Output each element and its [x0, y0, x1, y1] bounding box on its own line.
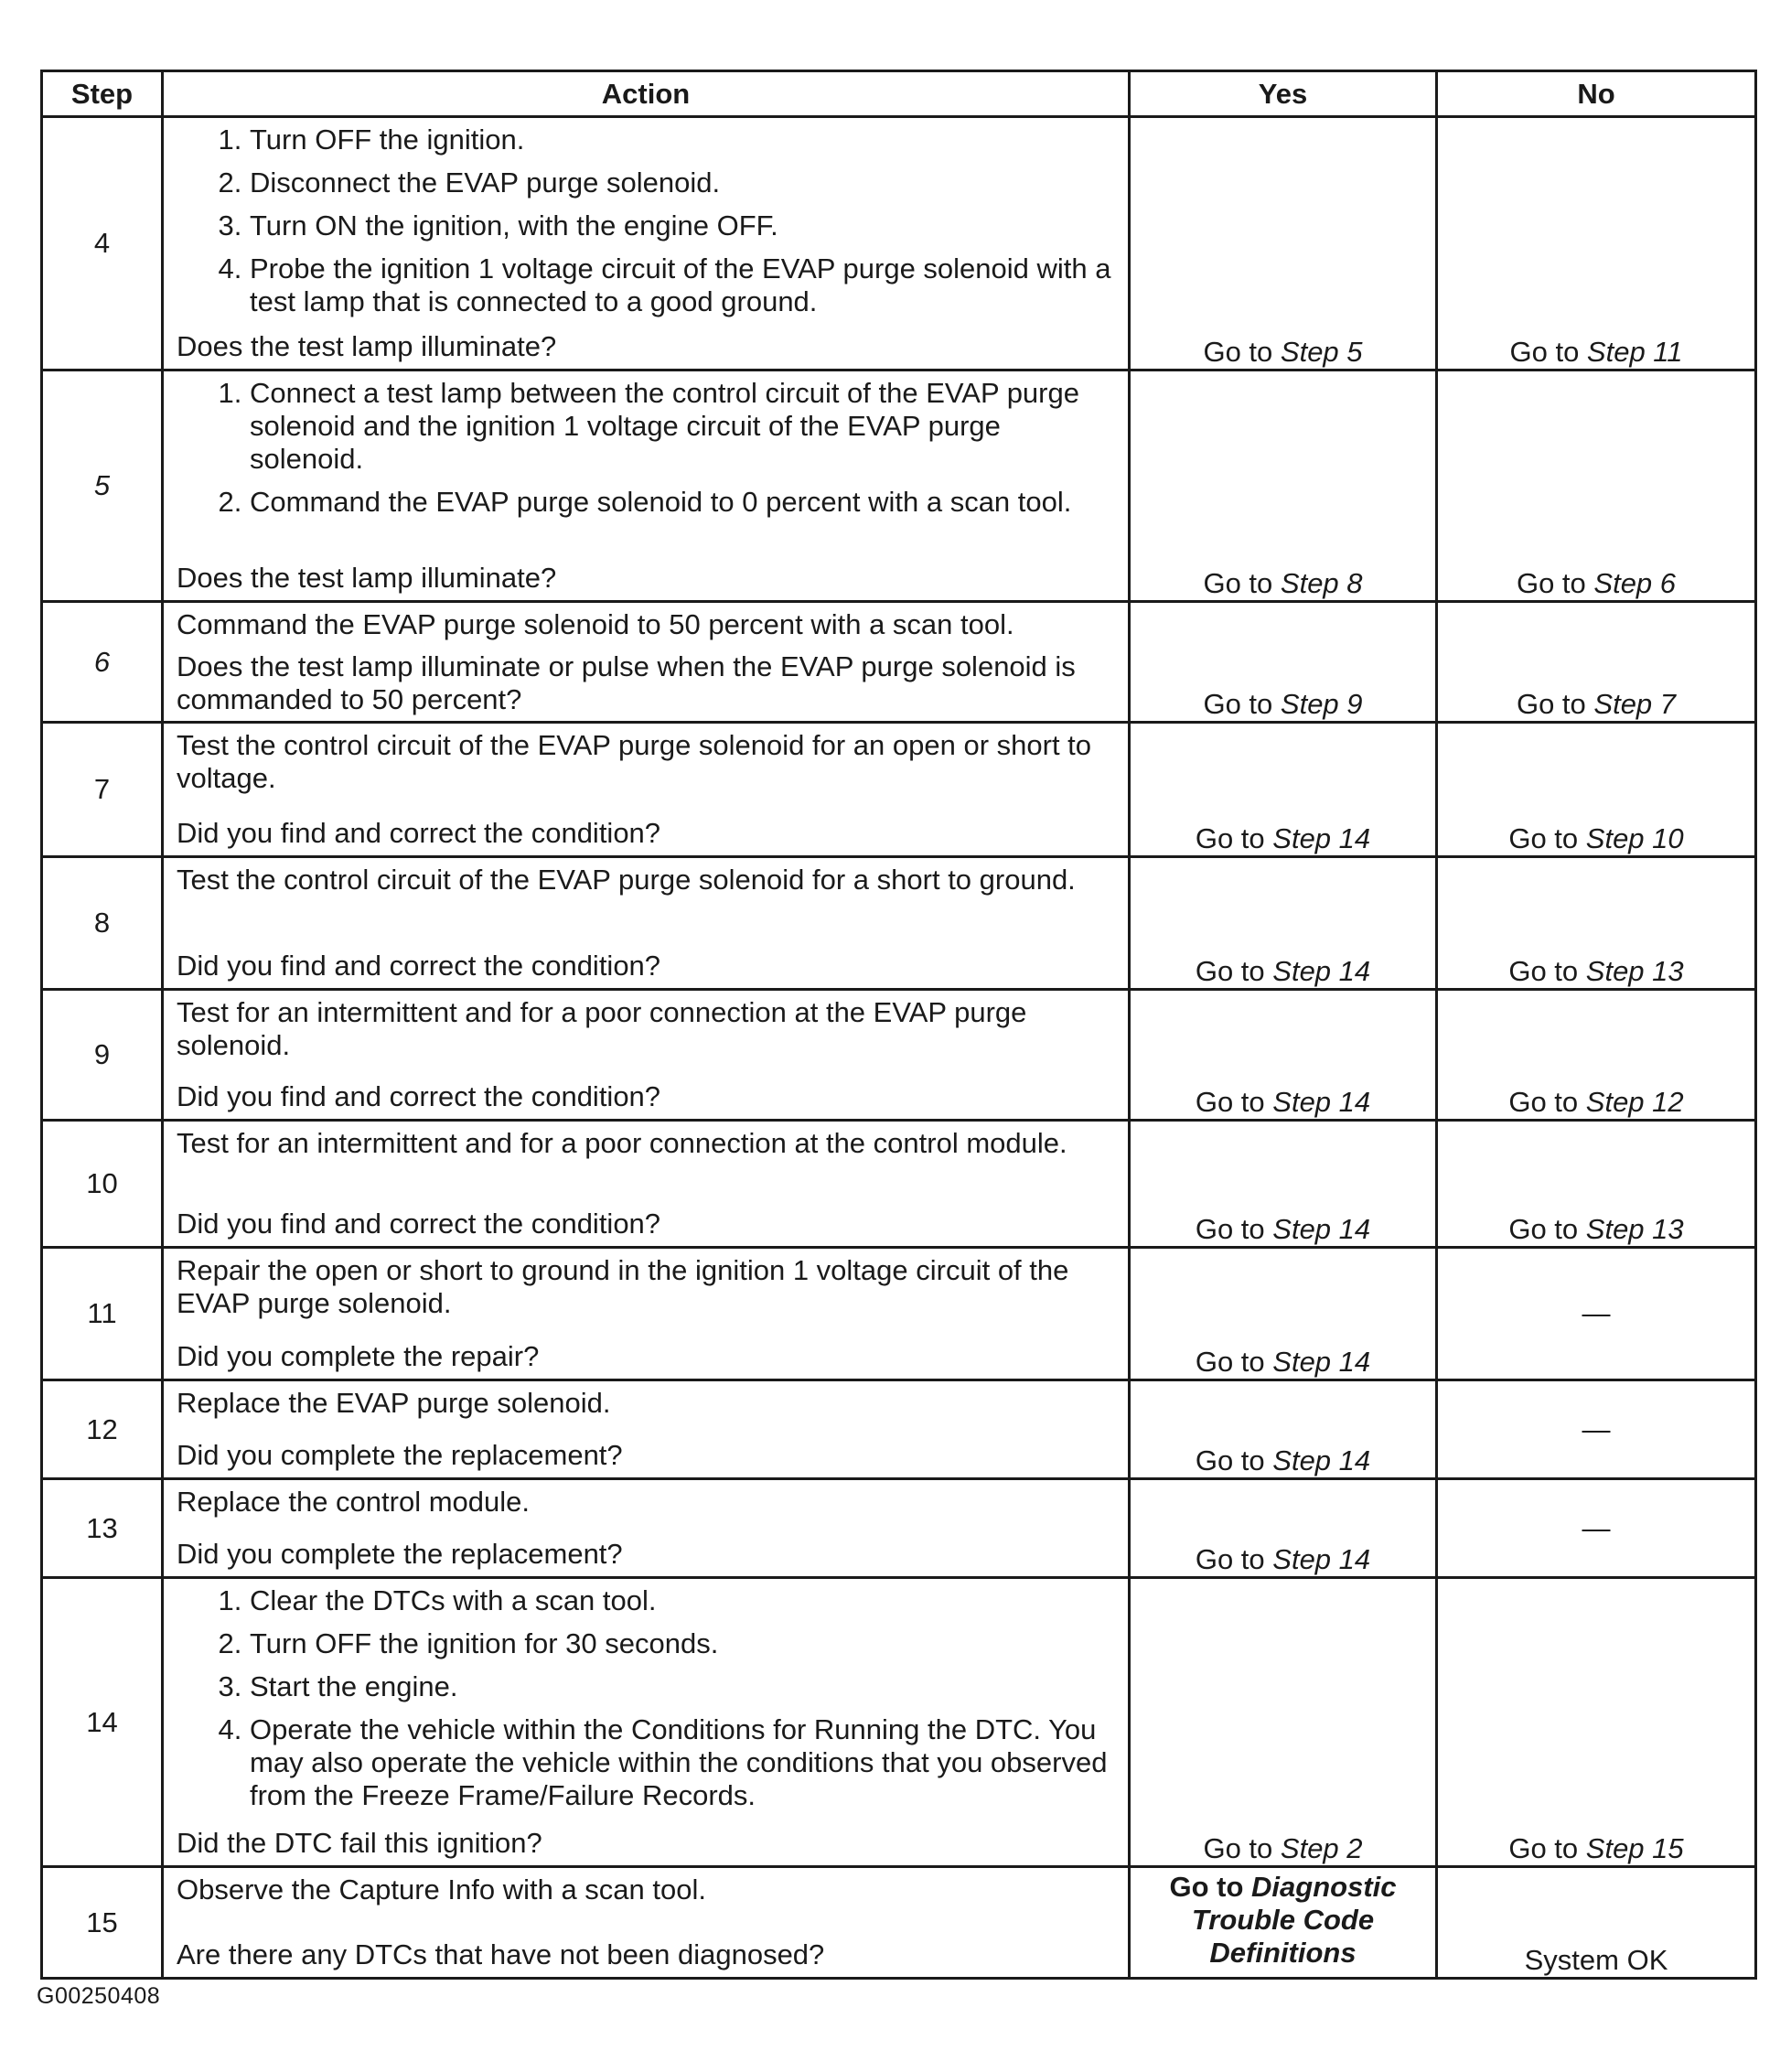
step-number: 6 [42, 602, 163, 723]
no-result-text: System OK [1524, 1944, 1668, 1976]
action-text: Replace the control module. [177, 1486, 531, 1518]
action-cell [163, 1867, 1130, 1979]
action-cell [163, 990, 1130, 1121]
diagnostic-table [40, 70, 1757, 1980]
yes-step-link[interactable]: Step 8 [1280, 567, 1363, 599]
step-number: 14 [42, 1578, 163, 1867]
no-step-link[interactable]: Step 15 [1585, 1832, 1684, 1864]
action-steps-list [177, 377, 1115, 519]
no-go-to: Go to [1508, 955, 1586, 987]
header-row [42, 71, 1756, 117]
action-step: 1. Turn OFF the ignition. [250, 123, 1115, 156]
yes-go-to: Go to [1203, 1832, 1281, 1864]
table-row [42, 1479, 1756, 1578]
yes-step-link[interactable]: Step 14 [1272, 822, 1371, 854]
action-question: Did you find and correct the condition? [177, 1208, 661, 1240]
step-number: 15 [42, 1867, 163, 1979]
yes-step-link[interactable]: Step 14 [1272, 1086, 1371, 1118]
table-row [42, 1380, 1756, 1479]
table-row [42, 1578, 1756, 1867]
action-question: Did you complete the repair? [177, 1340, 540, 1372]
action-step: 2. Command the EVAP purge solenoid to 0 percent with a scan tool. [250, 486, 1115, 519]
step-number: 10 [42, 1121, 163, 1248]
action-question: Did you find and correct the condition? [177, 817, 661, 849]
no-go-to: Go to [1509, 336, 1587, 368]
no-go-to: Go to [1508, 822, 1586, 854]
yes-cell [1130, 1867, 1437, 1979]
no-cell [1437, 602, 1756, 723]
yes-step-link[interactable]: Step 14 [1272, 955, 1371, 987]
no-step-link[interactable]: Step 10 [1585, 822, 1684, 854]
action-text: Test the control circuit of the EVAP purge solenoid for a short to ground. [177, 864, 1076, 896]
yes-cell [1130, 117, 1437, 370]
action-cell [163, 1380, 1130, 1479]
yes-go-to: Go to [1195, 1543, 1273, 1575]
no-step-link[interactable]: Step 12 [1585, 1086, 1684, 1118]
no-go-to: Go to [1508, 1832, 1586, 1864]
action-step: 2. Turn OFF the ignition for 30 seconds. [250, 1627, 1115, 1660]
yes-cell [1130, 990, 1437, 1121]
no-cell [1437, 990, 1756, 1121]
no-step-link[interactable]: Step 13 [1585, 955, 1684, 987]
step-number: 12 [42, 1380, 163, 1479]
table-row [42, 370, 1756, 602]
action-cell [163, 1578, 1130, 1867]
yes-step-link[interactable]: Step 5 [1280, 336, 1363, 368]
step-number: 5 [42, 370, 163, 602]
action-steps-list [177, 1584, 1115, 1812]
header-action: Action [163, 71, 1130, 117]
yes-go-to: Go to [1195, 1444, 1273, 1476]
action-step: 4. Operate the vehicle within the Conditions for Running the DTC. You may also operate the vehicle within the conditions that you observed from the Freeze Frame/Failure Records. [250, 1713, 1115, 1812]
action-question: Did the DTC fail this ignition? [177, 1827, 542, 1859]
yes-cell [1130, 1248, 1437, 1380]
yes-go-to: Go to [1195, 1213, 1273, 1245]
no-cell [1437, 723, 1756, 857]
no-go-to: Go to [1508, 1213, 1586, 1245]
action-steps-list [177, 123, 1115, 318]
yes-go-to: Go to [1203, 336, 1281, 368]
yes-go-to: Go to [1195, 1346, 1273, 1378]
yes-step-link[interactable]: Diagnostic Trouble Code Definitions [1191, 1871, 1397, 1969]
table-row [42, 1121, 1756, 1248]
action-text: Command the EVAP purge solenoid to 50 percent with a scan tool. [177, 608, 1014, 640]
step-number: 11 [42, 1248, 163, 1380]
yes-go-to: Go to [1203, 688, 1281, 720]
no-cell [1437, 1479, 1756, 1578]
no-dash: — [1582, 1297, 1611, 1329]
yes-cell [1130, 1121, 1437, 1248]
yes-step-link[interactable]: Step 9 [1280, 688, 1363, 720]
action-cell [163, 857, 1130, 990]
no-cell [1437, 1380, 1756, 1479]
table-row [42, 1248, 1756, 1380]
table-body [42, 117, 1756, 1979]
no-go-to: Go to [1516, 688, 1594, 720]
action-step: 1. Connect a test lamp between the control circuit of the EVAP purge solenoid and the ignition 1 voltage circuit of the EVAP purge solenoid. [250, 377, 1115, 476]
no-cell [1437, 117, 1756, 370]
action-question: Are there any DTCs that have not been diagnosed? [177, 1938, 825, 1970]
action-question: Does the test lamp illuminate? [177, 562, 557, 594]
action-cell [163, 602, 1130, 723]
action-text: Test for an intermittent and for a poor connection at the EVAP purge solenoid. [177, 996, 1027, 1061]
action-cell [163, 370, 1130, 602]
action-cell [163, 117, 1130, 370]
action-question: Did you complete the replacement? [177, 1439, 623, 1471]
action-step: 3. Turn ON the ignition, with the engine OFF. [250, 209, 1115, 242]
action-text: Repair the open or short to ground in the ignition 1 voltage circuit of the EVAP purge solenoid. [177, 1254, 1069, 1319]
yes-step-link[interactable]: Step 14 [1272, 1444, 1371, 1476]
table-row [42, 857, 1756, 990]
action-text: Observe the Capture Info with a scan tool. [177, 1873, 706, 1906]
yes-go-to: Go to [1195, 955, 1273, 987]
yes-step-link[interactable]: Step 14 [1272, 1346, 1371, 1378]
no-step-link[interactable]: Step 13 [1585, 1213, 1684, 1245]
yes-go-to: Go to [1203, 567, 1281, 599]
yes-go-to: Go to [1169, 1871, 1252, 1903]
yes-step-link[interactable]: Step 2 [1280, 1832, 1363, 1864]
action-question: Did you find and correct the condition? [177, 1080, 661, 1112]
table-row [42, 723, 1756, 857]
step-number: 4 [42, 117, 163, 370]
no-dash: — [1582, 1412, 1611, 1445]
table-row [42, 602, 1756, 723]
action-cell [163, 1479, 1130, 1578]
no-cell [1437, 1121, 1756, 1248]
action-question: Does the test lamp illuminate or pulse when the EVAP purge solenoid is commanded to 50 percent? [177, 650, 1076, 715]
no-cell [1437, 1867, 1756, 1979]
header-step: Step [42, 71, 163, 117]
table-row [42, 117, 1756, 370]
no-step-link[interactable]: Step 11 [1586, 336, 1683, 368]
yes-go-to: Go to [1195, 822, 1273, 854]
header-yes: Yes [1130, 71, 1437, 117]
action-cell [163, 1248, 1130, 1380]
step-number: 7 [42, 723, 163, 857]
no-cell [1437, 370, 1756, 602]
yes-step-link[interactable]: Step 14 [1272, 1543, 1371, 1575]
no-go-to: Go to [1508, 1086, 1586, 1118]
no-dash: — [1582, 1511, 1611, 1544]
yes-cell [1130, 1578, 1437, 1867]
no-go-to: Go to [1516, 567, 1594, 599]
yes-cell [1130, 1380, 1437, 1479]
no-cell [1437, 1578, 1756, 1867]
action-question: Does the test lamp illuminate? [177, 330, 557, 362]
action-question: Did you complete the replacement? [177, 1538, 623, 1570]
yes-go-to: Go to [1195, 1086, 1273, 1118]
action-step: 4. Probe the ignition 1 voltage circuit of the EVAP purge solenoid with a test lamp that is connected to a good ground. [250, 252, 1115, 318]
action-step: 3. Start the engine. [250, 1670, 1115, 1703]
no-step-link[interactable]: Step 6 [1593, 567, 1677, 599]
action-text: Test for an intermittent and for a poor connection at the control module. [177, 1127, 1067, 1159]
action-text: Replace the EVAP purge solenoid. [177, 1387, 611, 1419]
yes-cell [1130, 602, 1437, 723]
action-cell [163, 723, 1130, 857]
figure-code: G00250408 [37, 1983, 161, 2009]
step-number: 8 [42, 857, 163, 990]
header-no: No [1437, 71, 1756, 117]
yes-cell [1130, 1479, 1437, 1578]
step-number: 13 [42, 1479, 163, 1578]
yes-cell [1130, 857, 1437, 990]
action-question: Did you find and correct the condition? [177, 950, 661, 982]
table-row [42, 990, 1756, 1121]
no-step-link[interactable]: Step 7 [1593, 688, 1677, 720]
action-step: 1. Clear the DTCs with a scan tool. [250, 1584, 1115, 1617]
action-text: Test the control circuit of the EVAP purge solenoid for an open or short to voltage. [177, 729, 1092, 794]
yes-cell [1130, 723, 1437, 857]
no-cell [1437, 857, 1756, 990]
action-step: 2. Disconnect the EVAP purge solenoid. [250, 166, 1115, 199]
no-cell [1437, 1248, 1756, 1380]
step-number: 9 [42, 990, 163, 1121]
table-row [42, 1867, 1756, 1979]
yes-cell [1130, 370, 1437, 602]
yes-step-link[interactable]: Step 14 [1272, 1213, 1371, 1245]
action-cell [163, 1121, 1130, 1248]
